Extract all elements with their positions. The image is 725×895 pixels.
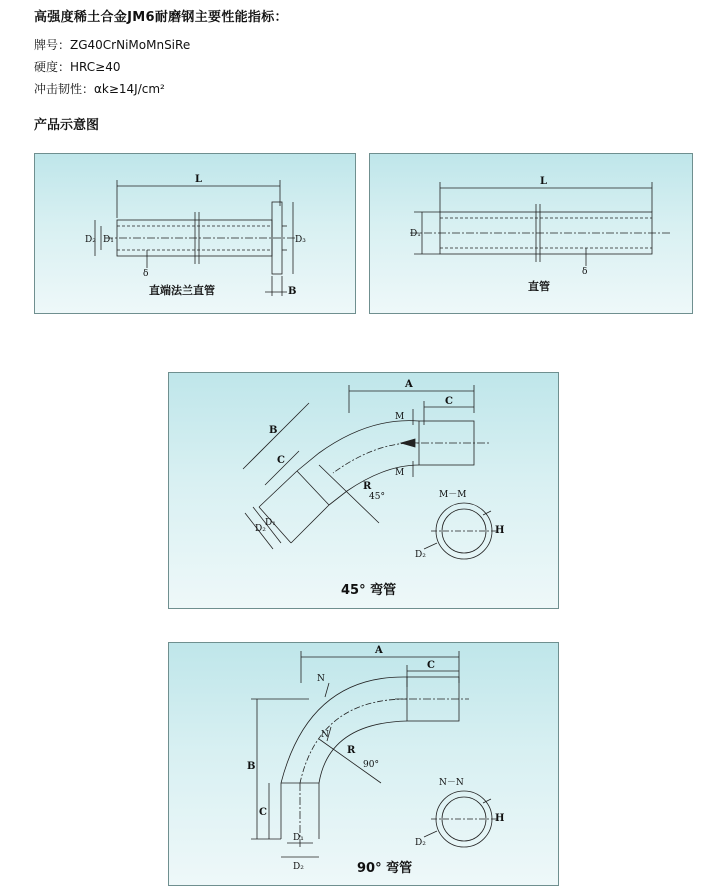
grade-spec: 牌号：ZG40CrNiMoMnSiRe bbox=[34, 38, 191, 52]
elbow-90-caption: 90° 弯管 bbox=[357, 861, 413, 876]
impact-toughness-spec: 冲击韧性：αk≥14J/cm² bbox=[34, 82, 165, 96]
section-mark-m-bottom: M bbox=[395, 468, 405, 478]
length-label: L bbox=[195, 174, 203, 185]
dimension-c-label: C bbox=[445, 396, 453, 407]
dimension-b-label: B bbox=[247, 761, 256, 772]
straight-pipe-caption: 直管 bbox=[528, 280, 550, 293]
d1-label: D₁ bbox=[293, 833, 304, 843]
d2-label: D₂ bbox=[255, 524, 266, 534]
page-title: 高强度稀土合金JM6耐磨钢主要性能指标： bbox=[34, 10, 288, 25]
radius-label: R bbox=[363, 481, 372, 492]
wall-h-label: H bbox=[495, 813, 505, 824]
d1-label: D₁ bbox=[410, 229, 421, 239]
section-mark-n-bottom: N bbox=[321, 730, 329, 740]
elbow-90-diagram bbox=[169, 643, 558, 885]
angle-label: 45° bbox=[369, 492, 385, 502]
hardness-spec: 硬度：HRC≥40 bbox=[34, 60, 121, 74]
radius-label: R bbox=[347, 745, 356, 756]
section-d2-label: D₂ bbox=[415, 838, 426, 848]
flange-pipe-panel bbox=[34, 153, 356, 314]
wall-thickness-label: δ bbox=[582, 267, 588, 277]
dimension-c-angled-label: C bbox=[277, 455, 285, 466]
length-label: L bbox=[540, 176, 548, 187]
angle-label: 90° bbox=[363, 760, 379, 770]
section-title: 产品示意图 bbox=[34, 118, 100, 133]
d2-label: D₂ bbox=[85, 235, 96, 245]
d1-label: D₁ bbox=[265, 518, 276, 528]
wall-h-label: H bbox=[495, 525, 505, 536]
section-view-label: M－M bbox=[439, 490, 467, 500]
dimension-a-label: A bbox=[405, 379, 413, 390]
wall-thickness-label: δ bbox=[143, 269, 149, 279]
d2-label: D₂ bbox=[293, 862, 304, 872]
dimension-b-label: B bbox=[269, 425, 278, 436]
section-mark-m-top: M bbox=[395, 412, 405, 422]
elbow-45-diagram bbox=[169, 373, 558, 608]
section-view-label: N－N bbox=[439, 778, 464, 788]
elbow-90-panel bbox=[168, 642, 559, 886]
section-mark-n-top: N bbox=[317, 674, 325, 684]
d3-label: D₃ bbox=[295, 235, 306, 245]
dimension-c-vertical-label: C bbox=[259, 807, 267, 818]
flange-pipe-caption: 直端法兰直管 bbox=[149, 284, 215, 297]
dimension-c-label: C bbox=[427, 660, 435, 671]
elbow-45-caption: 45° 弯管 bbox=[341, 583, 397, 598]
d1-label: D₁ bbox=[103, 235, 114, 245]
straight-pipe-panel bbox=[369, 153, 693, 314]
elbow-45-panel bbox=[168, 372, 559, 609]
dimension-a-label: A bbox=[375, 645, 383, 656]
section-d2-label: D₂ bbox=[415, 550, 426, 560]
flange-width-label: B bbox=[288, 286, 297, 297]
